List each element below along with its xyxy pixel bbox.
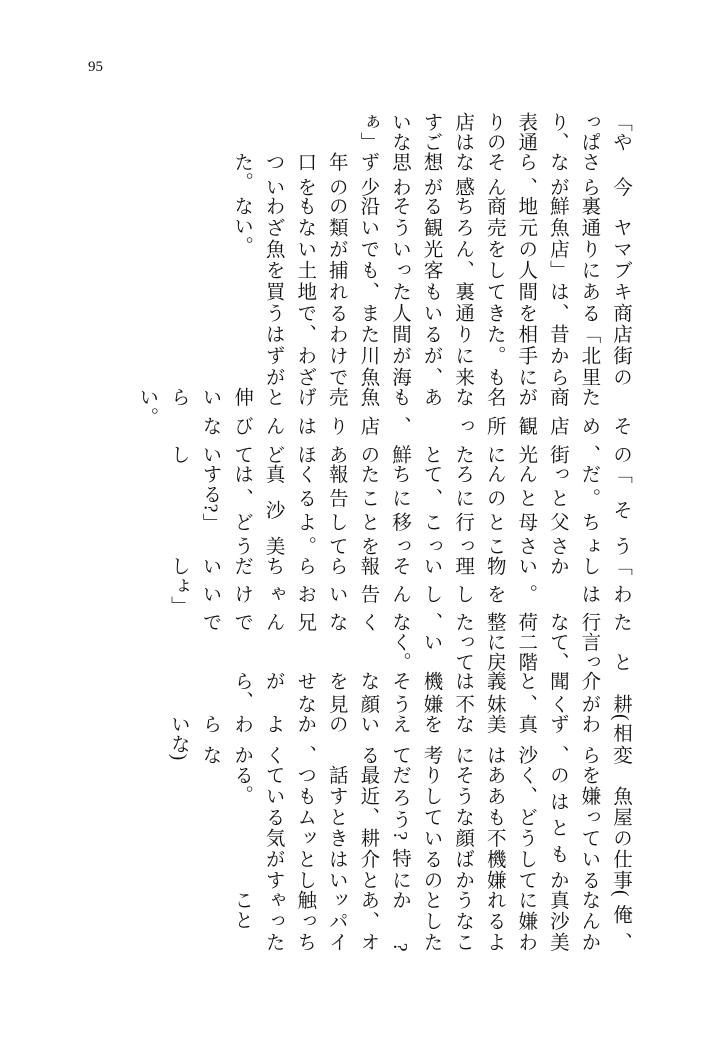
paragraph: 魚屋の仕事を嫌っているのはともかく、どうしてああも不機嫌そうな顔ばかりしているのだろう? 特に最近、耕介と話すときはいつもムッとしている気がする。 [231, 765, 631, 891]
paragraph: 「わたしは行かない。荷物を整理したいし、そんな報告くらいならお兄ちゃんだけでいいでしょ」 [167, 556, 631, 632]
paragraph: (俺、なんか真沙美に嫌われるようなことしたか? あ、オッパイ触っちゃったこと [231, 890, 631, 952]
paragraph: ヤマブキ商店街の裏通りにある「北里鮮魚店」は、昔から地元の人間を相手に商売をしてきた。もちろん、裏通りに来る観光客もいるが、そういった人間が海沿いでも、また川魚の類が捕れるわけでもない土地で、わざわざ魚を買うはずがない。 [231, 196, 631, 387]
body-text-block [76, 112, 636, 952]
paragraph: 今さらながら、そんな感想が思わず少年の口をついた。 [231, 151, 631, 197]
paragraph: そのため、商店街が観光名所になったあとも、鮮魚店の売りあげはほとんど伸びていないらしい。 [136, 386, 631, 465]
paragraph: (相変わらず、真沙美はなにを考えているのか、よくわからないな) [167, 714, 631, 766]
paragraph: 耕介が聞くと、義妹は不機嫌そうな顔を見せながら、 [231, 671, 631, 715]
page-number: 95 [88, 59, 103, 75]
paragraph: 「やっぱり、表通りの店はすごいなぁ」 [357, 112, 631, 152]
paragraph: と言って、二階に戻っていく。 [388, 631, 631, 672]
paragraph: 「そうだ。ちょっと父さんと母さんのところに行って、こっちに移ったことを報告してくるよ。真沙美は、どうする?」 [199, 464, 631, 557]
